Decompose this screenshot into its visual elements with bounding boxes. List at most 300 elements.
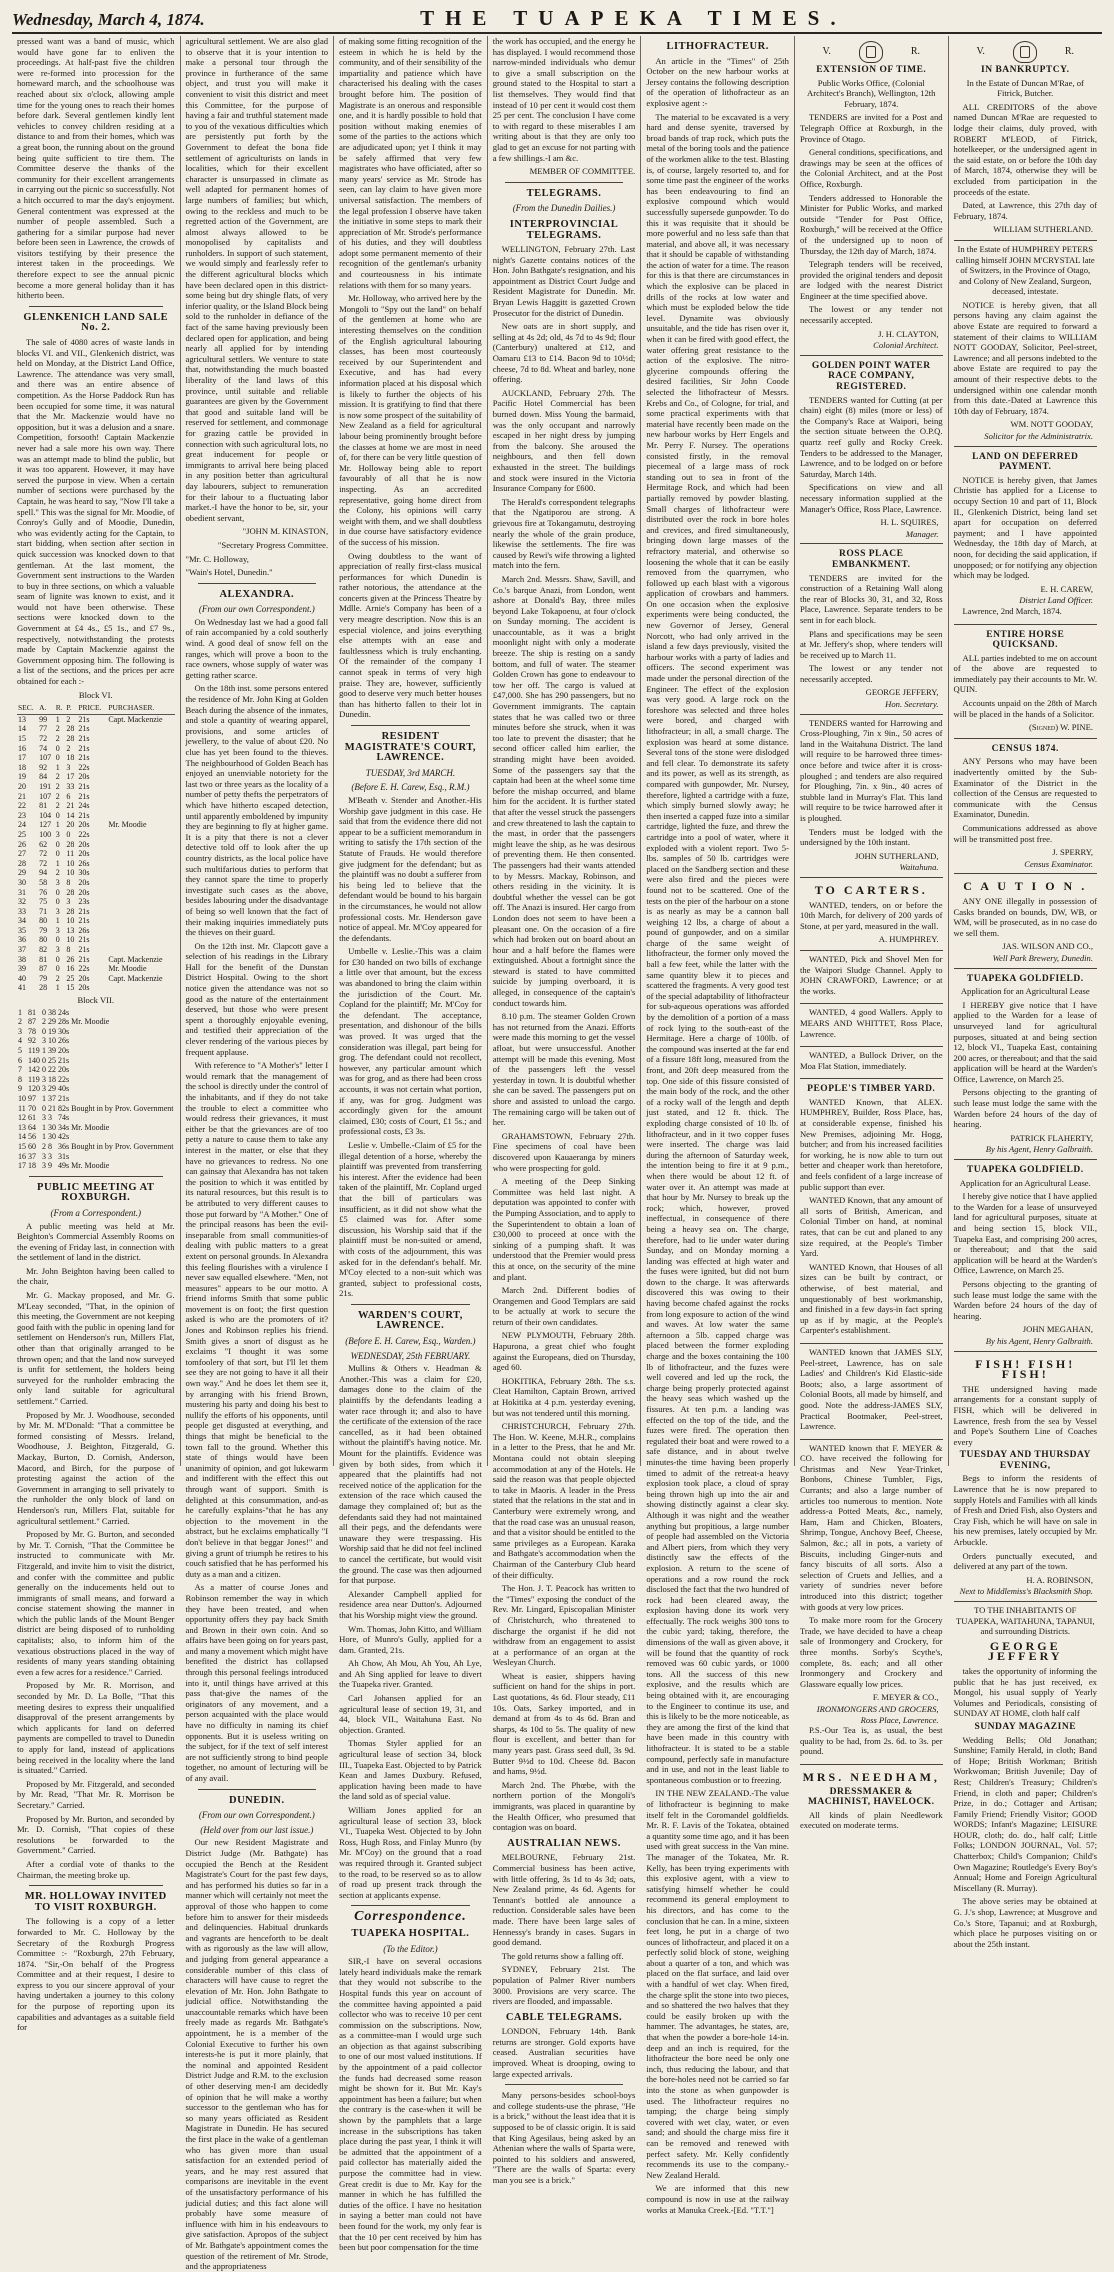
lot-cell: 10 (66, 935, 75, 945)
lot-cell: 22s (58, 1074, 70, 1084)
lot-row (17, 1123, 175, 1133)
lot-cell: 70 (28, 1103, 36, 1113)
lot-cell (107, 763, 174, 773)
timber-yard-text-2: WANTED Known, that any amount of all sorts of British, American, and Colonial Timber on hand, at nominal rates, that can be cut and planed to any size required, at the People's Timber Yard. (799, 1195, 943, 1259)
lot-cell: 30s (58, 1026, 70, 1036)
lot-cell: 17 (18, 753, 26, 763)
harrowing-signature-place: Waitahuna. (899, 862, 939, 873)
jeffery-intro: TO THE INHABITANTS OF TUAPEKA, WAITAHUNA, TAPANUI, and surrounding Districts. (955, 1605, 1095, 1637)
lot-cell (70, 1075, 174, 1085)
lot-cell: 2 (55, 868, 60, 878)
ad-paragraph: Specifications on view and all necessary information supplied at the Manager's Office, Ross Place, Lawrence. (799, 482, 943, 514)
lot-cell: 2 (66, 743, 71, 753)
ross-place-ad (800, 544, 943, 714)
caution-text: ANY ONE illegally in possession of Casks branded on bounds, DW, WB, or WM, will be prosecuted, as in no case do we sell them. (953, 895, 1097, 938)
needham-ad (800, 1765, 943, 1838)
lot-cell: 87 (28, 1017, 36, 1027)
peters-estate-signature: WM. NOTT GOODAY, (1010, 419, 1093, 430)
lot-cell: 21s (78, 916, 90, 926)
lot-row (17, 830, 175, 840)
golden-point-body (800, 395, 943, 515)
lot-cell: 20s (78, 983, 90, 993)
lot-row (17, 926, 175, 936)
lot-column-header: R. (55, 702, 66, 714)
extension-headline: EXTENSION OF TIME. (816, 65, 927, 75)
lot-cell: 21s (78, 714, 90, 724)
lot-cell: 3 (42, 1113, 46, 1123)
divider (29, 1885, 163, 1886)
lot-cell: 74s (58, 1113, 70, 1123)
telegram-paragraph: The gold returns show a falling off. (501, 1950, 624, 1961)
lot-cell: 87 (39, 964, 48, 974)
lot-cell: 40 (18, 973, 26, 983)
telegram-paragraph: A meeting of the Deep Sinking Committee was held last night. A deputation was appointed to confer with the Pumping Association, and to apply to the Superintendent to obtain a loan of £30,000 to proceed at once with the sinking of a pumping shaft. It was understood that the Premier would press this at once, on the security of the mine and plant. (492, 1176, 636, 1282)
lot-cell: 2 (42, 1141, 46, 1151)
lot-cell: 21 (18, 791, 26, 801)
lot-cell: 6 (66, 791, 71, 801)
lot-cell: 16 (66, 964, 75, 974)
lot-cell: 16 (18, 743, 26, 753)
paragraph: Proposed by Mr. Burton, and seconded by Mr. D. Cornish, "That copies of these resolutions be forwarded to the Government." Carried. (17, 1813, 175, 1856)
bankruptcy-headline: IN BANKRUPTCY. (981, 65, 1070, 75)
paragraph: The material to be excavated is a very hard and dense syenite, traversed by broad bands of trap rock, which puts the metal of the boring tools and the patience of the workmen alike to the test. Blasting is, of course, largely resorted to, and for some time past the engineer of the works has been endeavouring to find an explosive compound which would successfully supersede gunpowder. To do this it was requisite that it should be more powerful and no less safe than that material, and above all, it was necessary that it should be capable of withstanding the action of water for a time. The reason for this is that there are circumstances in which the explosive can be placed in drills of the rocks at low water and which must be exploded below the tide level. Dynamite was obviously unsuitable, and the tide has risen over it, when it can be fired with good effect, the water offering great resistance to the action of the explosive. The nitro-glycerine compounds offering the desired facilities, Sir John Coode selected the lithofracteur of Messrs. Krebs and Co., of Cologne, for trial, and some practical experiments with that material have recently been made on the new harbour works by Herr Engels and Mr. Perry F. Nursey. The operations consisted firstly, in the removal piecemeal of a large mass of rock standing out to sea in front of the Hermitage Rock, and which had been partially removed by powder blasting. Small charges of lithofracteur were distributed over the rock in bore holes and crevices, and fired simultaneously, bringing down large masses of the refractory material, and otherwise so loosening the whole that it can be easily removed from the quarrymen, who followed up each blast with a vigorous application of crowbars and hammers. On one occasion when the explosive experiments were being conducted, the new Governor of Jersey, General Norcott, who had only arrived in the island a few days previously, visited the harbour works with a party of ladies and officers. The second experiment was made under the personal direction of the Engineer. The effect of the explosion was very good. A large rock on the foreshore was selected and three holes were bored, and charged with lithofracteur; in all, a small charge. The explosion was heard at some distance. Several tons of the stone were dislodged and fell clear. To demonstrate its safety and its power, as well as its strength, as compared with gunpowder, Mr. Nursey, therefore, lighted a cartridge with a fuze, which simply burned slowly away; he then inserted a capped fuze into a similar cartridge, lighted the fuze, and threw the cartridge into a pool of water, where it exploded with a violent report. Two 5-lbs. samples of 50 lb. cartridges were placed on the Sandberg section and these were also fired and the pieces were found not to be scattered. One of the tests on the pier of the harbour on a stone is as nearly as may be a cannon ball weighing 12 lbs, a charge of about a pound of gunpowder, and on a similar charge of the same weight of lithofracteur, the former only moved the ball a few feet, while the latter with the same quantity blew it to pieces and scattered the fragments. A very good test of the special adaptability of lithofracteur for sub-aqueous operations was afforded by the demolition of a portion of a mass of rock lying to the south-east of the Hermitage. Here a charge of 100lb. of the compound was inserted at the far end of a fissure 18ft long, measured from the front, and 20ft deep measured from the top. One side of this fissure consisted of the main body of the rock, and the other of a rocky wall of the length and depth just stated, and 12 ft. thick. The exploding charge consisted of 10 lb. of lithofracteur, and in it two copper fuses were inserted. The charge was laid during the afternoon of Saturday week, the intention being to fire it at 9 p.m., when there would be about 12 ft. of water over it. An attempt was made at that hour by Mr. Nursey to break up the rock; which, however, proved ineffectual, in consequence of there being a heavy sea on. The charge, therefore, had to lie under water during Sunday, and on Monday morning a landing was effected at high water and the fuses were ignited, but did not burn down to the charge. It was afterwards discovered this was owing to their having become chafed against the rocks from long exposure to action of the wind and waves. At low water the same afternoon a 5lb. capped charge was placed between the former exploding charge and the boxes containing the 100 lb of lithofracteur, and the fuzes were well covered and led up the rock, the charge being properly protected against the heavy seas which washed up the fissures. At ten p.m. a landing was effected on the top of the tide, and the fuzes were fired. The operation then regulated their boat and were rowed to a safe distance, and in about twelve minutes-the time having been properly timed to admit of the retreat-a heavy explosion took place, a cloud of spray being thrown high up into the air and showing distinctly against a clear sky. Although it was night and the weather anything but propitious, a large number of people had assembled on the Victoria and Albert piers, from which they very distinctly saw the effects of the explosion. A return to the scene of operations and a row round the rock disclosed the fact that the two hundred of rock had been cleared away, the explosion having done its work very effectually. The rock weighs 300 tons to the cubic yard; taking, therefore, the dimensions of the wall as given above, it will be found that the quantity of rock removed was 60 cubic yards, or 1000 tons. All the success of this new explosive, and the results which are being obtained with it, are encouraging to the Engineer to continue its use, and this is likely to be the more noticeable, as they are among the first of the kind that have been made in this country with lithofracteur. It is stated to be a stable compound, perfectly safe in manufacture and in use, and not in the least liable to spontaneous combustion or to freezing. (646, 111, 789, 1785)
deferred-payment-date: Lawrence, 2nd March, 1874. (962, 605, 1062, 616)
lot-cell: 3 (55, 829, 60, 839)
lithofracteur-body (646, 56, 789, 2181)
lot-column-header: A. (38, 702, 55, 714)
needham-subtitle: DRESSMAKER & MACHINIST, HAVELOCK. (807, 1786, 935, 1808)
lot-cell: 92 (28, 1036, 36, 1046)
lot-row (17, 1161, 175, 1171)
lot-cell: 7 (18, 1065, 22, 1075)
needham-headline: MRS. NEEDHAM, (802, 1769, 940, 1784)
lot-cell (107, 983, 174, 993)
lot-cell (107, 859, 174, 869)
lot-row (17, 916, 175, 926)
hospital-letter-headline: TUAPEKA HOSPITAL. (351, 1927, 470, 1939)
quicksand-text: ALL parties indebted to me on account of the above are requested to immediately pay their accounts to Mr. W. QUIN. (953, 652, 1097, 695)
goldfield-lease-ad-1 (954, 969, 1097, 1161)
lot-cell: 107 (39, 791, 52, 801)
cable-telegrams-headline: CABLE TELEGRAMS. (505, 2011, 623, 2023)
lot-cell: 10 (66, 868, 75, 878)
lot-cell: 4 (18, 1036, 22, 1046)
lot-cell: 120 (28, 1084, 40, 1094)
lot-row (17, 811, 175, 821)
lot-cell: 21s (78, 724, 90, 734)
lot-cell: 1 (55, 983, 60, 993)
lot-cell: 20s (78, 877, 90, 887)
deferred-payment-ad (954, 447, 1097, 625)
caution-headline: C A U T I O N . (963, 879, 1088, 894)
timber-yard-text: WANTED Known, that ALEX. HUMPHREY, Builder, Ross Place, has, at considerable expense, finished his New Premises, adjoining Mr. Hogg, butcher; and from his increased facilities for working, he is now able to turn out better and cheaper work than heretofore, and feels confident of a large increase of public support than ever. (799, 1096, 943, 1192)
bankruptcy-date: Dated, at Lawrence, this 27th day of February, 1874. (953, 200, 1097, 221)
lot-cell: 72 (39, 858, 48, 868)
lot-cell: 21s (78, 935, 90, 945)
lot-cell: 32 (18, 897, 26, 907)
telegram-paragraph: LONDON, February 14th. Bank returns are stronger. Gold exports have ceased. Australian securities have improved. Wheat is drooping, owing to large expected arrivals. (492, 2026, 636, 2079)
lot-cell: 1 (42, 1046, 46, 1055)
lot-cell: 36s (58, 1141, 70, 1151)
paragraph: On the 18th inst. some persons entered the residence of Mr. John King at Golden Beach during the absence of the inmates, and stole a quantity of wearing apparel, provisions, and some articles of jewellery, to the value of about £20. No clue has yet been found to the thieves. The neighbourhood of Golden Beach has enjoyed an unenviable notoriety for the last two or three years as the locality of a number of petty thefts the perpetrators of which have hitherto escaped detection, until apparently emboldened by impunity they are beginning to fly at higher game. It is a pity that there is not a clever detective told off to look after the up country districts, as the local police have such multifarious duties to perform that they cannot spare the time to properly investigate such cases as the above, besides labouring under the disadvantage of being so well known that the fact of their making inquiries immediately puts the thieves on their guard. (185, 683, 329, 938)
lot-cell: 119 (28, 1074, 40, 1084)
telegram-paragraph: March 2nd. Different bodies of Orangemen and Good Templars are said to be actually at work to secure the return of their own candidates. (492, 1285, 636, 1327)
lot-cell: 3 (66, 897, 71, 907)
lot-cell: 107 (39, 753, 52, 763)
dunedin-concert-paragraph: Owing doubtless to the want of appreciation of really first-class musical performances for which Dunedin is rather notorious, the attendance at the concerts given at the Princess Theatre by Mdlle. Arnie's Company has been of a very meagre description. Now this is an especial violence, and joins everything else attempts with an ease and faultlessness which is truly enchanting. Of the remainder of the company I cannot speak in terms of very high praise. They are, however, sufficiently good to deserve very much better houses than has hitherto fallen to their lot in Dunedin. (339, 550, 482, 720)
paragraph: Proposed by Mr. J. Woodhouse, seconded by Mr. M. M'Donald: "That a committee be formed consisting of Messrs. Ireland, Woodhouse, J. Beighton, Fitzgerald, G. Mackay, Burton, D. Cornish, Anderson, Macord, and Birch, for the purpose of protesting against the action of the Government in arranging to sell privately to the runholder the only block of land on Henderson's run, Millers Flat, suitable for agricultural settlement." Carried. (17, 1409, 175, 1526)
lot-cell: 21 (48, 1103, 56, 1113)
column-1 (12, 36, 181, 2033)
dunedin-holloway-paragraph: Mr. Holloway, who arrived here by the Mongoli to "Spy out the land" on behalf of the gentlemen at home who are interesting themselves on the condition of the English agricultural labouring classes, has been most courteously received by our Superintendent and Executive, and has had every information placed at his disposal which is likely to further the objects of his mission. It is gratifying to find that there is now some prospect of the suitability of New Zealand as a field for agricultural labour being prominently brought before the classes at home we are most in need of, for there can be very little question of Mr. Holloway being able to report favourably of all that he is now inspecting. As an accredited representative, going home direct from the Colony, his opinions will carry weight with them, and we shall doubtless in due course have satisfactory evidence of the success of his mission. (339, 293, 482, 547)
lot-row (17, 897, 175, 907)
lot-cell: 21s (58, 1055, 70, 1065)
lot-cell: 80 (39, 916, 48, 926)
lot-cell: 5 (18, 1046, 22, 1055)
lot-row (17, 974, 175, 984)
lot-cell: 49s (58, 1161, 70, 1171)
paragraph: As a matter of course Jones and Robinson remember the way in which they have been treated, and when opportunity offers they pay back Smith and Brown in their own coin. And so affairs have been going on for years past, and many a movement which might have benefited the district has collapsed through this personal feelings introduced into it, until things have arrived at this pass that-give the names of the originators of any movement, and a person acquainted with the place would have no difficulty in naming its chief opponents. But it is useless writing on the subject, for if the text of self interest are not sufficiently strong to bind people together, no amount of lecturing will be of any avail. (185, 1582, 329, 1783)
telegram-paragraph: WELLINGTON, February 27th. Last night's Gazette contains notices of the Hon. John Bathgate's resignation, and his appointment as District Court Judge and Resident Magistrate for Dunedin. Mr. Bryan Lewis Haggitt is gazetted Crown Prosecutor for the district of Dunedin. (492, 244, 636, 318)
paragraph: Proposed by Mr. G. Burton, and seconded by Mr. T. Cornish, "That the Committee be instructed to communicate with Mr. Fitzgerald, and invite him to visit the district, and confer with the committee and public generally on the inducements held out to immigrants of small means, and forward a concise statement showing the manner in which the public lands of the Mount Benger district are being disposed of to runholding capitalists; also, to inform him of the vexatious obstructions placed in the way of residents of many years standing obtaining even a few acres for a residence." Carried. (17, 1529, 175, 1677)
fish-days: TUESDAY AND THURSDAY EVENING, (959, 1450, 1091, 1471)
lot-cell: 9 (18, 1084, 22, 1094)
lot-cell: 3 (55, 877, 60, 887)
lot-cell: 81 (28, 1007, 36, 1017)
lot-cell: 33 (18, 906, 26, 916)
lot-row (17, 1056, 175, 1066)
lot-cell: Bought in by Prov. Government (71, 1141, 174, 1151)
lot-cell: 80 (39, 935, 48, 945)
lot-row (17, 1152, 175, 1162)
lot-cell: 39 (18, 964, 26, 974)
lot-cell: 13 (66, 925, 75, 935)
lot-cell: 40s (58, 1084, 70, 1094)
lot-cell: 3 (55, 906, 60, 916)
lot-cell: 94 (39, 868, 48, 878)
lot-cell (107, 734, 174, 744)
lot-cell: 78 (28, 1026, 36, 1036)
lot-row (17, 1046, 175, 1056)
roxburgh-meeting-headline: PUBLIC MEETING AT ROXBURGH. (37, 1181, 155, 1204)
lot-cell (107, 935, 174, 945)
lot-cell: 2 (66, 714, 71, 724)
lot-row (17, 1084, 175, 1094)
lot-cell: 2 (55, 781, 60, 791)
lot-cell (107, 926, 174, 936)
lot-cell (70, 1036, 174, 1046)
lot-cell: 84 (39, 772, 48, 782)
court-case-paragraph: Alexander Campbell applied for residence area near Dutton's. Adjourned that his Worship might view the ground. (339, 1588, 482, 1620)
timber-yard-headline: PEOPLE'S TIMBER YARD. (807, 1084, 936, 1095)
lot-cell: 22s (78, 829, 90, 839)
lot-cell: 2 (55, 801, 60, 811)
fish-signature: H. A. ROBINSON, (1026, 1574, 1093, 1585)
jeffery-text: takes the opportunity of informing the public that he has just received, ex Mongol, his usual supply of Yearly Volumes and Periodicals, consisting of SUNDAY AT HOME, cloth half calf (953, 1665, 1097, 1719)
lot-cell: 2 (55, 772, 60, 782)
lot-cell: 64 (28, 1122, 36, 1132)
lot-cell: 25 (48, 1055, 56, 1065)
carters-ad (800, 878, 943, 951)
deferred-payment-signature-title: District Land Officer. (1019, 595, 1093, 606)
alexandra-body (186, 617, 329, 1784)
australian-news-headline: AUSTRALIAN NEWS. (507, 1837, 621, 1849)
goldfield-signature: JOHN MEGAHAN, (1022, 1324, 1093, 1335)
lot-cell: 24 (18, 820, 26, 830)
caution-signature-place: Well Park Brewery, Dunedin. (992, 952, 1093, 963)
paragraph: Proposed by Mr. Fitzgerald, and seconded by Mr. Read, "That Mr. R. Morrison be Secretary." Carried. (17, 1778, 175, 1810)
newspaper-title: THE TUAPEKA TIMES. (420, 6, 847, 30)
lot-cell: 92 (39, 762, 48, 772)
ad-paragraph: The lowest or any tender not necessarily accepted. (799, 304, 943, 326)
goldfield-agent: By his Agent, Henry Galbraith. (985, 1335, 1093, 1346)
lot-cell: 21s (78, 743, 90, 753)
court-case-paragraph: William Jones applied for an agricultural lease of section 33, block VI., Tuapeka West. Objected to by John Ross, Hugh Ross, and Finlay Munro (by Mr. M'Coy) on the ground that a road was required through it. Granted subject to the road, to be reserved so as to allow of road up present track through the section at applicants expense. (339, 1805, 482, 1900)
column-6 (795, 36, 949, 1831)
lot-row (17, 840, 175, 850)
masthead (12, 6, 1102, 34)
ross-place-body (800, 573, 943, 685)
letter-addressee: "Mr. C. Holloway, (185, 553, 249, 564)
ross-place-signature-title: Hon. Secretary. (885, 699, 939, 710)
lot-cell: Mr. Moodie (71, 1122, 110, 1132)
wanted-text: WANTED, Pick and Shovel Men for the Waipori Sludge Channel. Apply to JOHN CRAWFORD, Lawrence; or at the works. (799, 953, 943, 996)
alexandra-headline: ALEXANDRA. (219, 588, 295, 600)
lot-cell (107, 849, 174, 859)
lot-cell: 34s (58, 1122, 70, 1132)
golden-point-ad (800, 356, 943, 545)
carters-text: WANTED, tenders, on or before the 10th March, for delivery of 200 yards of Stone, at per yard, measured in the wall. (799, 899, 943, 931)
lot-cell: 29 (18, 868, 26, 878)
lot-cell: 20s (78, 973, 90, 983)
wanted-pick-shovel-ad (800, 951, 943, 1004)
lot-cell: 21s (78, 954, 90, 964)
lot-row (17, 772, 175, 782)
lot-cell: 20s (78, 887, 90, 897)
dunedin-headline: DUNEDIN. (228, 1794, 285, 1806)
lot-row (17, 945, 175, 955)
column-7 (949, 36, 1102, 1949)
lot-cell: 8 (66, 877, 71, 887)
telegram-paragraph: SYDNEY, February 21st. The population of Palmer River numbers 3000. Provisions are very scarce. The rivers are flooded, and impassable. (492, 1964, 636, 2007)
lot-cell: 21s (58, 1093, 70, 1103)
fish-text-2: Begs to inform the residents of Lawrence that he is now prepared to supply Hotels and Families with all kinds of Fresh and Dried Fish, also Oysters and Cray Fish, which he will have on sale in his new premises, lately occupied by Mr. Arbuckle. (953, 1473, 1097, 1548)
court-case-paragraph: Wm. Thomas, John Kitto, and William Hore, of Munro's Gully, applied for a dam. Granted, 21s. (339, 1623, 482, 1655)
peters-estate-title: In the Estate of HUMPHREY PETERS calling himself JOHN M'CRYSTAL late of Switzers, in the Province of Otago, and Colony of New Zealand, Surgeon, deceased, intestate. (955, 243, 1095, 297)
crest-letter-r: R. (910, 45, 921, 57)
cable-telegrams-body (493, 2026, 636, 2079)
lot-row (17, 1036, 175, 1046)
carters-signature: A. HUMPHREY. (878, 934, 939, 945)
lot-cell: 38 (48, 1007, 56, 1017)
lot-cell: 3 (66, 762, 71, 772)
lot-cell: Mr. Moodie (71, 1017, 110, 1027)
rm-court-headline: RESIDENT MAGISTRATE'S COURT, LAWRENCE. (344, 731, 477, 764)
extension-of-time-ad (800, 36, 943, 356)
goldfield-text-2: Persons objecting to the granting of such lease must lodge the same with the Warden before 24 hours of the day of hearing. (953, 1278, 1097, 1321)
letter-address: "Wain's Hotel, Dunedin." (185, 567, 273, 578)
lot-cell: 38 (18, 954, 26, 964)
lot-cell: 22 (48, 1065, 56, 1075)
lot-cell: 3 (48, 1113, 52, 1123)
lot-cell (107, 916, 174, 926)
lot-cell: 20s (78, 839, 90, 849)
land-sale-text: The sale of 4080 acres of waste lands in blocks VI. and VII., Glenkenich district, was held on Monday, at the District Land Office, Lawrence. The attendance was very small, and there was an entire absence of competition. As the Horse Paddock Run has been occupied for some time, it was natural that the Mr. Mackenzie would have no opposition, but it was a delusion and a snare. Competition, forsooth! Captain Mackenzie never had a sale more his own way. There was an attempt made to blind the public, but it was too apparent. However, it may have served the purpose in view. When a certain number of sections were purchased by the Captain, he was heard to say, "Now I'll take a spell." This was the signal for Mr. Moodie, of Conroy's Gully and of Moodie, Dunedin, who was evidently acting for the Captain, to start bidding, when section after section in quick succession was knocked down to that gentleman. At the last moment, the Government sent instructions to the Warden to buy in three sections, on which a valuable seam of lignite was known to exist, and it would not have been otherwise. These sections were knocked down to the Government at £4 4s., £5 1s., and £7 9s., respectively, notwithstanding the protests made by Captain Mackenzie against the Government opposing him. The following is a list of the sections, and the prices per acre obtained for each :- (17, 337, 175, 687)
telegram-paragraph: AUCKLAND, February 27th. The Pacific Hotel Commercial has been burned down. Miss Young the barmaid, was the only occupant and narrowly escaped in her night dress by jumping from the balcony. She aroused the neighbours, and then fell down exhausted in the street. The buildings and stock were insured in the Victoria Insurance Company for £600. (492, 387, 636, 494)
court-case-paragraph: Carl Johansen applied for an agricultural lease of section 19, 31, and 44, block VII., Waitahuna East. No objection. Granted. (339, 1693, 482, 1735)
lot-cell: 30 (18, 877, 26, 887)
golden-point-signature: H. L. SQUIRES, (880, 517, 939, 528)
bankruptcy-estate: In the Estate of Duncan M'Rae, of Fitrick, Butcher. (966, 77, 1084, 99)
australian-news-body (493, 1852, 636, 2006)
lot-cell: 62 (39, 839, 48, 849)
lot-row (17, 792, 175, 802)
quicksand-signature: (Signed) W. PINE. (1028, 722, 1093, 733)
lot-row (17, 1075, 175, 1085)
lot-cell: 99 (39, 714, 48, 724)
lot-cell: 28 (39, 983, 48, 993)
paragraph: Mr. John Beighton having been called to the chair, (17, 1265, 175, 1287)
lot-cell: 60 (28, 1141, 36, 1151)
lot-cell (107, 897, 174, 907)
jeffery-list: Wedding Bells; Old Jonathan; Sunshine; Family Herald, in cloth; Band of Hope; British Workman; British Workwoman; British Juvenile; Day of Rest; Children's Treasury; Children's Friend, in cloth and paper; Children's Prize, in do.; Cottager and Artisan; Family Friend; Friendly Visitor; GOOD WORDS; Infant's Magazine; LEISURE HOUR, cloth; do. do., half calf; Little Folks; LONDON JOURNAL, Vol. 57; Chatterbox; Child's Companion; Child's Own Magazine; Routledge's Every Boy's Annual; Home and Foreign Agricultural Miscellany (R. Murray). (953, 1734, 1097, 1893)
lot-cell: 17 (18, 1161, 26, 1171)
lot-cell: 0 (42, 1007, 46, 1017)
lot-row (17, 964, 175, 974)
ad-paragraph: Tenders addressed to Honorable the Minister for Public Works, and marked outside "Tender for Post Office, Roxburgh," will be received at the Office of the undersigned up to noon of Thursday, the 12th day of March, 1874. (799, 192, 943, 256)
lot-row (17, 859, 175, 869)
lot-cell (70, 1056, 174, 1066)
telegram-paragraph: MELBOURNE, February 21st. Commercial business has been active, with little offering, 3s 1d to 4s 3d; oats, New Zealand prime, 4s 6d. Agents for Tennant's bottled ale announce a reduction. Considerable sales have been made. There have been large sales of Hennessy's brandy in cases. Sugars in good demand. (492, 1852, 636, 1948)
lot-cell: 22s (78, 762, 90, 772)
goldfield-headline: TUAPEKA GOLDFIELD. (966, 973, 1084, 984)
lot-cell: 82 (39, 945, 48, 955)
lot-cell (70, 1152, 174, 1162)
lot-cell: 34 (18, 916, 26, 926)
peoples-timber-yard-ad (800, 1079, 943, 1344)
divider (351, 1304, 470, 1305)
court-case-paragraph: M'Beath v. Stender and Another.-His Worship gave judgment in this case. He said that from the evidence there did not appear to be a sufficient memorandum in writing to satisfy the 17th section of the Statute of Frauds. He would therefore give judgment for the defendant; but as the plaintiff was no doubt a sufferer from his being led to believe that the defendant would be bound to his bargain in the circumstances, he would not allow professional costs. Mr. Henderson gave notice of appeal. Mr. M'Coy appeared for the defendants. (339, 794, 482, 943)
lot-cell: 72 (39, 734, 48, 743)
extension-signature: J. H. CLAYTON, (878, 328, 939, 339)
divider (29, 306, 163, 307)
lot-cell: 10 (66, 916, 75, 926)
lot-cell: Mr. Moodie (71, 1161, 110, 1171)
telegram-paragraph: The Herald's correspondent telegraphs that the Ngatiporou are strong. A grievous fire at Tokangamutu, destroying nearly the whole of the grain produce, likewise the settlements. The fire was caused by Rewi's wife throwing a lighted match into the fern. (492, 496, 636, 571)
lot-column-header: PRICE. (77, 702, 107, 714)
wardens-court-before: (Before E. H. Carew, Esq., Warden.) (345, 1336, 476, 1347)
divider (198, 583, 317, 584)
lot-row (17, 714, 175, 724)
lot-cell: 1 (55, 916, 60, 926)
lot-cell: 23 (18, 810, 26, 820)
lot-cell (70, 1113, 174, 1123)
lot-cell: 1 (42, 1132, 46, 1142)
ross-place-signature: GEORGE JEFFERY, (865, 687, 939, 698)
block-vi-table (17, 702, 175, 993)
column-5 (641, 36, 795, 2215)
meyer-ad (800, 1440, 943, 1765)
lot-cell: 20s (78, 820, 90, 830)
lot-row (17, 734, 175, 744)
lot-row (17, 753, 175, 763)
lot-cell: 39 (48, 1046, 56, 1055)
ad-paragraph: The lowest or any tender not necessarily accepted. (799, 663, 943, 684)
census-text: ANY Persons who may have been inadvertently omitted by the Sub-Examinator of the District in the collection of the Census are requested to communicate with the Census Examinator, Dunedin. (953, 756, 1097, 820)
telegram-paragraph: HOKITIKA, February 28th. The s.s. Cleat Hamilton, Captain Brown, arrived at Hokitika at 4 p.m. yesterday evening, but was not tendered until this morning. (492, 1375, 636, 1418)
lot-cell (70, 1027, 174, 1037)
roxburgh-meeting-body (17, 1221, 175, 1881)
lot-cell: 104 (39, 810, 52, 820)
lot-row (17, 820, 175, 830)
bankruptcy-text: ALL CREDITORS of the above named Duncan M'Rae are requested to lodge their claims, duly proved, with ROBERT M'LEOD, of Fitrick, hotelkeeper, or the undersigned agent in the said estate, on or before the 10th day of March, 1874, otherwise they will be excluded from participation in the proceeds of the estate. (953, 101, 1097, 197)
lot-row (17, 955, 175, 965)
lot-cell (107, 811, 174, 821)
wardens-court-date: WEDNESDAY, 25th FEBRUARY. (350, 1350, 471, 1361)
lot-cell: 21s (78, 945, 90, 955)
lot-cell: 61 (28, 1113, 36, 1123)
lot-cell: 3 (55, 925, 60, 935)
wardens-court-headline: WARDEN'S COURT, LAWRENCE. (357, 1309, 463, 1332)
goldfield-text-2: Persons objecting to the granting of such lease must lodge the same with the Warden before 24 hours of the day of hearing. (953, 1087, 1097, 1130)
lot-cell: 1 (55, 762, 60, 772)
letter-signature-title: "Secretary Progress Committee. (217, 539, 329, 550)
peters-estate-signature-title: Solicitor for the Administratrix. (984, 431, 1093, 441)
lot-cell (70, 1008, 174, 1018)
ad-paragraph: TENDERS wanted for Cutting (at per chain) eight (8) miles (more or less) of the Company's Race at Waipori, being the section situate between the O.P.Q. quartz reef gully and Rocky Creek. Tenders to be addressed to the Manager, Lawrence, and to be lodged on or before Saturday, March 14th. (799, 394, 943, 479)
paragraph: Mr. G. Mackay proposed, and Mr. G. M'Leay seconded, "That, in the opinion of this meeting, the Government are not keeping good faith with the public in opening land for settlement on Henderson's run, Millers Flat, other than that originally arranged to be thrown open; and that the land now surveyed is unfit for settlement, the holders being surveyed for the runholder embracing the only land suitable for agricultural settlement." Carried. (17, 1290, 175, 1406)
lot-cell: 1 (42, 1122, 46, 1132)
census-signature-title: Census Examinator. (1024, 858, 1093, 869)
lot-cell: 3 (42, 1151, 46, 1161)
lot-cell: 0 (55, 964, 60, 974)
lot-cell: 36 (18, 935, 26, 945)
golden-point-headline: GOLDEN POINT WATER RACE COMPANY, REGISTERED. (811, 360, 931, 393)
lot-cell: 10 (66, 858, 75, 868)
lot-cell: 142 (28, 1065, 40, 1075)
holloway-letter-continued: agricultural settlement. We are also glad to observe that it is your intention to make a personal tour through the province in furtherance of the same object, and trust you will make it convenient to visit this district and meet this Committee, for the purpose of having a fair and truthful statement made to you of the vexatious difficulties which are persistently put forth by the Government to defeat the bona fide settlement of agriculturists on lands in localities, which for their excellent character is unsurpassed in climate as well adapted for permanent homes of large numbers of families; but which, owing to the reckless and much to be regretted action of the Government, are almost always allowed to be monopolised by capitalists and runholders. In support of such statement, we would simply and fearlessly refer to the different agricultural blocks which have been declared open in this district-some being but dry shingle flats, of very inferior quality, or the Island Block being sold to the runholder in defiance of the fact of the same having previously been declared open for application, and being nearly all applied for by intending agricultural settlers. We venture to state that, notwithstanding the much boasted liberality of the land laws of this province, until suitable and reliable guarantees are given by the Government that good and suitable land will be reserved for settlement, and commonage for grazing cattle be provided in connection with such agricultural lots, no great inducement for people or immigrants to arrival here being placed in any position better than agricultural day labourers, subject to remuneration for their labour to a fluctuating labor market.-I have the honor to be, sir, your obedient servant, (185, 36, 329, 523)
fish-headline: FISH! FISH! FISH! (975, 1356, 1076, 1382)
roxburgh-meeting-byline: (From a Correspondent.) (50, 1207, 142, 1218)
telegram-paragraph: The Hon. J. T. Peacock has written to the "Times" exposing the conduct of the Rev. Mr. Lingard, Episcopalian Minister of Christchurch, who threatened to discharge the organist if he did not withdraw from an engagement to assist at a performance of an organ at the Wesleyan Church. (492, 1583, 636, 1668)
lot-cell (70, 1046, 174, 1056)
fish-ad (954, 1352, 1097, 1602)
dunedin-byline: (From our own Correspondent.) (198, 1810, 315, 1821)
lot-cell: 2 (55, 734, 60, 743)
lot-cell: 12 (18, 1113, 26, 1123)
paragraph: IN THE NEW ZEALAND.-The value of lithofracteur is beginning to make itself felt in the Coromandel goldfields. Mr. R. F. Lavis of the Tokatea, obtained a quantity some time ago, and it has been used with great success in the Van mine. The manager of the Tokatea, Mr. R. Kelly, has been trying experiments with this explosive agent, with a view to satisfying himself whether he could recommend its general employment to his directors, and has come to the conclusion that he can. In a mine, sixteen feet long, he put in a charge of two ounces of lithofracteur, and placed it on a perfectly solid block of stone, weighing about a quarter of a ton, and which was placed on the flat surface, and laid over with a handful of wet clay. When fired, the charge split the stone into two pieces, and so shattered the two halves that they could be easily broken up with the hammer. The advantages, he states, are, that when the powder a bore-hole 14-in. deep and an inch is required, for the lithofracteur the bore need be only one inch, thus reducing the labour, and that the bore-holes need not be carried so far into the stone as when gunpowder is used. The lithofracteur requires no tamping; the charge being simply covered with wet clay, water, or even sand; and should the charge miss fire it can be removed and renewed with perfect safety. Mr. Kelly confidently recommends its use to the company.-New Zealand Herald. (646, 1788, 789, 2180)
lot-row (17, 878, 175, 888)
lot-cell (107, 772, 174, 782)
timber-yard-text-3: WANTED Known, that Houses of all sizes can be built by contract, or otherwise, of best material, and unquestionably of best workmanship, and finished in a few days-in fact spring up as if by magic, at the People's Carpenter's establishment. (799, 1261, 943, 1336)
lot-row (17, 888, 175, 898)
lot-cell: 1 (18, 1007, 22, 1017)
peters-estate-text: NOTICE is hereby given, that all persons having any claim against the above Estate are required to forward a statement of their claims to WILLIAM NOTT GOODAY, Solicitor, Peel-street, Lawrence; and all persons indebted to the above Estate are required to pay the amount of their respective debts to the undersigned within one calendar month from this date.-Dated at Lawrence this 10th day of February, 1874. (953, 299, 1097, 416)
james-sly-ad (800, 1344, 943, 1440)
dunedin-note: (Held over from our last issue.) (200, 1824, 314, 1835)
lot-cell (107, 753, 174, 763)
wanted-bullock-driver-ad (800, 1047, 943, 1079)
lot-row (17, 744, 175, 754)
lot-cell: 20s (78, 849, 90, 859)
sly-text: WANTED known that JAMES SLY, Peel-street, Lawrence, has on sale Ladies' and Children's Kid Elastic-side Boots; also, a large assortment of Colonial Boots, all made by himself, and good. Note the address-JAMES SLY, Practical Bootmaker, Peel-street, Lawrence. (799, 1346, 943, 1432)
lot-cell: 28 (66, 887, 75, 897)
lot-cell: 23s (78, 897, 90, 907)
lot-cell: 119 (28, 1046, 40, 1055)
lot-cell (70, 1094, 174, 1104)
lot-cell (107, 724, 174, 734)
lot-cell: 140 (28, 1055, 40, 1065)
